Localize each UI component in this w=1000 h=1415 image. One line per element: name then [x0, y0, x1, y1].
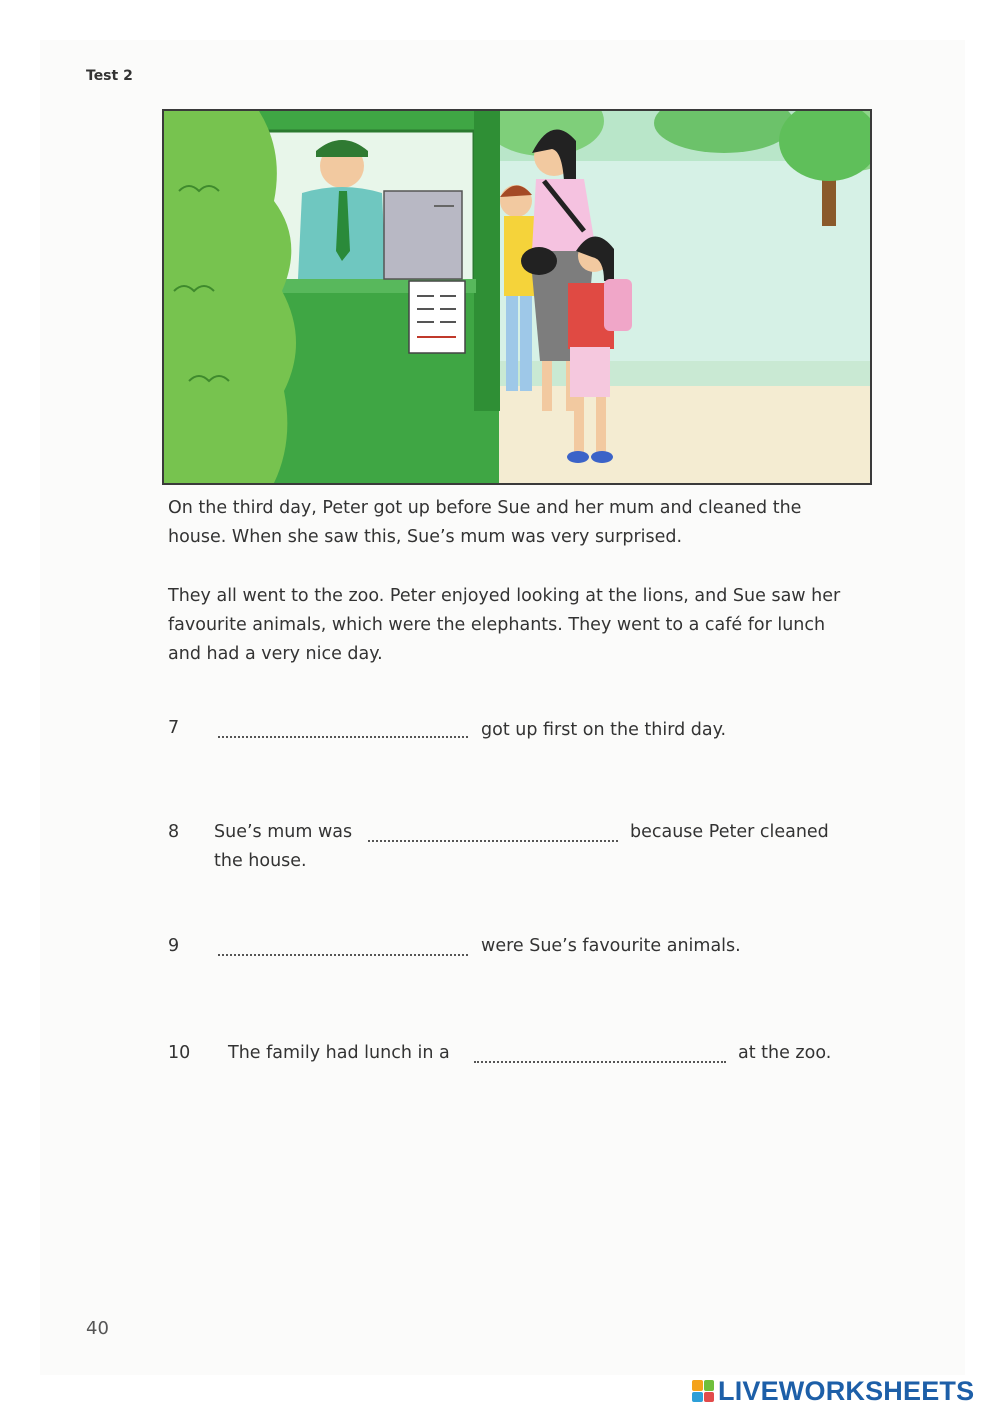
question-number: 7 — [168, 718, 180, 738]
brand-name: LIVEWORKSHEETS — [718, 1375, 975, 1406]
handbag — [521, 247, 557, 275]
answer-input-7[interactable] — [218, 722, 468, 738]
backpack — [604, 279, 632, 331]
question-number: 8 — [168, 822, 180, 842]
price-sign — [409, 281, 465, 353]
liveworksheets-brand[interactable] — [692, 1376, 974, 1406]
answer-input-9[interactable] — [218, 940, 468, 956]
story-paragraph-2: They all went to the zoo. Peter enjoyed looking at the lions, and Sue saw her favourite animals, which were the elephants. They went to a café for lunch and had a very nice day. — [168, 586, 841, 664]
answer-input-10[interactable] — [474, 1047, 726, 1063]
story-paragraph-1: On the third day, Peter got up before Sue and her mum and cleaned the house. When she saw this, Sue’s mum was very surprised. — [168, 498, 802, 547]
question-text-continuation: the house. — [214, 851, 307, 871]
question-text-after: were Sue’s favourite animals. — [481, 936, 741, 956]
question-number: 9 — [168, 936, 180, 956]
question-text-before: Sue’s mum was — [214, 822, 353, 842]
question-text-before: The family had lunch in a — [228, 1043, 450, 1063]
hedge — [164, 111, 296, 483]
ticket-machine — [384, 191, 462, 279]
question-text-after: because Peter cleaned — [630, 822, 829, 842]
zoo-ticket-booth-illustration — [162, 109, 872, 485]
question-text-after: at the zoo. — [738, 1043, 832, 1063]
page-number: 40 — [86, 1318, 109, 1339]
test-label: Test 2 — [86, 68, 133, 84]
question-text-after: got up first on the third day. — [481, 720, 727, 740]
illustration-svg — [164, 111, 870, 483]
liveworksheets-logo-icon — [692, 1380, 714, 1402]
answer-input-8[interactable] — [368, 826, 618, 842]
question-number: 10 — [168, 1043, 191, 1063]
